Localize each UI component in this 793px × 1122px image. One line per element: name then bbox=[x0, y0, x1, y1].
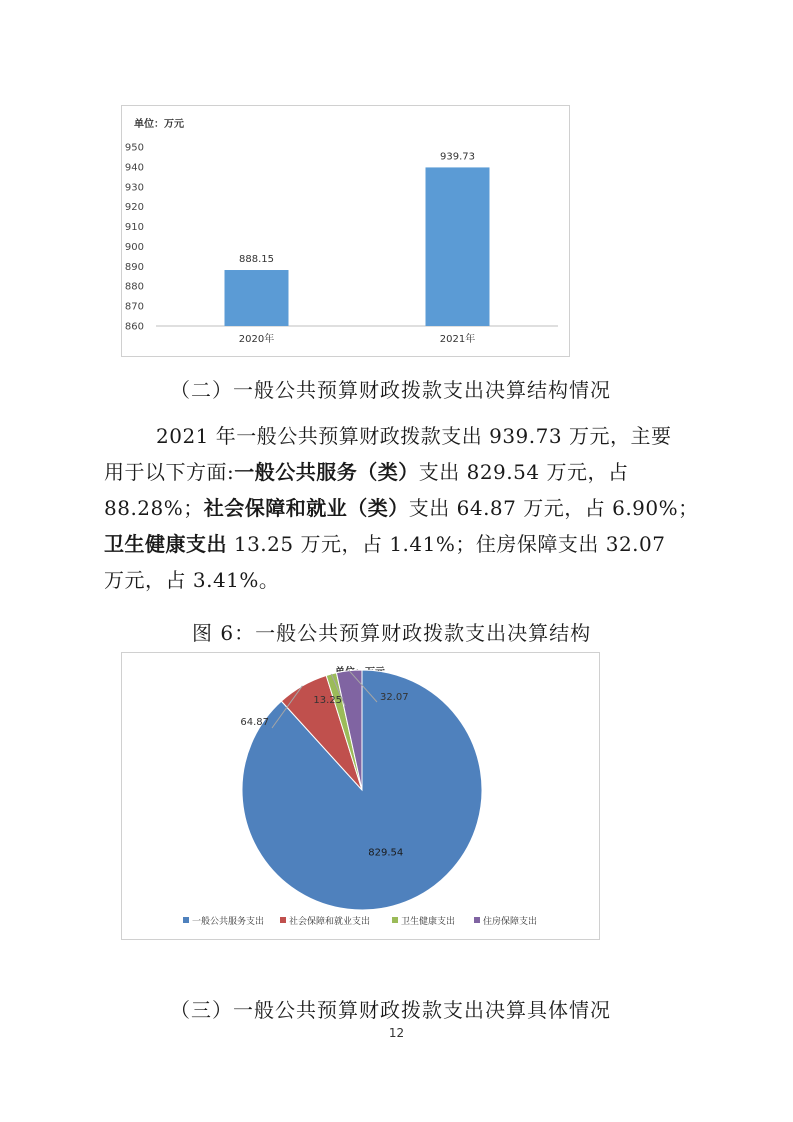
paragraph-line-1 bbox=[152, 418, 672, 454]
bar bbox=[426, 167, 490, 326]
y-tick-label: 950 bbox=[124, 142, 144, 154]
bold-category: 社会保障和就业（类） bbox=[203, 496, 409, 520]
legend-swatch bbox=[280, 917, 286, 923]
y-tick-label: 930 bbox=[124, 182, 144, 194]
legend-swatch bbox=[392, 917, 398, 923]
section-heading-3: （三）一般公共预算财政拨款支出决算具体情况 bbox=[170, 998, 611, 1022]
bar-data-label: 888.15 bbox=[239, 254, 274, 266]
paragraph-line-2 bbox=[104, 454, 672, 490]
paragraph-text: 88.28%； bbox=[104, 496, 204, 520]
bar-chart-svg bbox=[122, 106, 569, 356]
y-tick-label: 900 bbox=[124, 241, 144, 253]
y-tick-label: 910 bbox=[124, 222, 144, 234]
paragraph-line-4 bbox=[104, 526, 672, 562]
y-tick-label: 940 bbox=[124, 162, 144, 174]
slice-data-label: 64.87 bbox=[240, 717, 269, 728]
x-tick-label: 2020年 bbox=[238, 334, 275, 345]
legend-label: 一般公共服务支出 bbox=[192, 917, 265, 927]
legend-label: 住房保障支出 bbox=[483, 917, 538, 927]
y-tick-label: 890 bbox=[124, 261, 144, 273]
pie-chart bbox=[121, 652, 600, 940]
bar-data-label: 939.73 bbox=[440, 151, 475, 163]
paragraph-text: 支出 829.54 万元，占 bbox=[418, 460, 629, 484]
paragraph-text: 2021 年一般公共预算财政拨款支出 939.73 万元，主要 bbox=[156, 424, 672, 448]
paragraph-text: 万元，占 3.41%。 bbox=[104, 568, 280, 592]
y-tick-label: 870 bbox=[124, 301, 144, 313]
legend-swatch bbox=[474, 917, 480, 923]
paragraph-line-3 bbox=[104, 490, 699, 526]
bar-chart bbox=[121, 105, 570, 357]
page-number: 12 bbox=[388, 1026, 405, 1040]
paragraph-text: 支出 64.87 万元，占 6.90%； bbox=[408, 496, 699, 520]
paragraph-text: 13.25 万元，占 1.41%；住房保障支出 32.07 bbox=[227, 532, 666, 556]
unit-label: 单位：万元 bbox=[134, 119, 184, 130]
y-tick-label: 880 bbox=[124, 281, 144, 293]
bar bbox=[225, 270, 289, 326]
slice-data-label: 32.07 bbox=[380, 692, 409, 703]
slice-data-label: 829.54 bbox=[368, 847, 404, 859]
legend-label: 社会保障和就业支出 bbox=[289, 917, 371, 927]
bold-category: 一般公共服务（类） bbox=[234, 460, 419, 484]
figure-caption: 图 6：一般公共预算财政拨款支出决算结构 bbox=[192, 621, 592, 645]
y-tick-label: 860 bbox=[124, 321, 144, 333]
x-tick-label: 2021年 bbox=[439, 334, 476, 345]
paragraph-line-5 bbox=[104, 562, 672, 598]
section-heading-2: （二）一般公共预算财政拨款支出决算结构情况 bbox=[170, 378, 611, 402]
y-tick-label: 920 bbox=[124, 202, 144, 214]
slice-data-label: 13.25 bbox=[313, 695, 342, 706]
paragraph-text: 用于以下方面: bbox=[104, 460, 235, 484]
body-paragraph bbox=[104, 418, 699, 598]
bold-category: 卫生健康支出 bbox=[104, 532, 227, 556]
pie-chart-svg bbox=[122, 653, 599, 939]
legend-label: 卫生健康支出 bbox=[401, 917, 456, 927]
legend-swatch bbox=[183, 917, 189, 923]
